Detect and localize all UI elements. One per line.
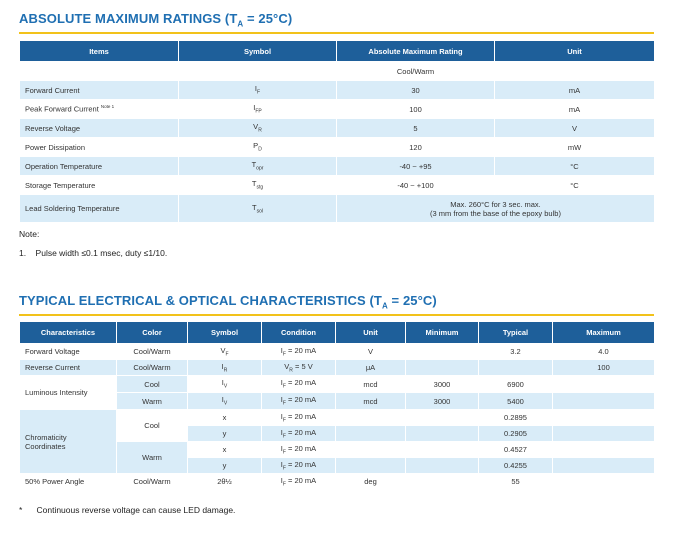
unit-cell: mW	[495, 138, 655, 157]
symbol-cell: $T_{sol}$	[179, 195, 337, 223]
color-cell: Warm	[117, 442, 188, 474]
rating-value: -40 ~ +100	[337, 176, 495, 195]
table-subheader-row	[20, 62, 655, 81]
title-underline	[19, 314, 654, 316]
symbol-cell: $I_V$	[188, 376, 262, 393]
header-symbol: Symbol	[188, 322, 262, 344]
table-row	[20, 138, 655, 157]
header-maximum: Maximum	[553, 322, 655, 344]
max-cell: 4.0	[553, 344, 655, 360]
header-rating: Absolute Maximum Rating	[337, 41, 495, 62]
symbol-cell: 2θ½	[188, 474, 262, 490]
unit-cell: V	[495, 119, 655, 138]
table-row	[20, 195, 655, 223]
condition-cell: $I_F = 20$ mA	[262, 442, 336, 458]
table-row	[20, 81, 655, 100]
unit-cell: °C	[495, 157, 655, 176]
table-row	[20, 119, 655, 138]
header-condition: Condition	[262, 322, 336, 344]
unit-cell: mA	[495, 81, 655, 100]
unit-cell: °C	[495, 176, 655, 195]
color-cell: Warm	[117, 393, 188, 410]
min-cell	[406, 360, 479, 376]
max-cell	[553, 393, 655, 410]
symbol-cell: y	[188, 426, 262, 442]
unit-cell: mA	[495, 100, 655, 119]
table-row	[20, 100, 655, 119]
rating-value: 5	[337, 119, 495, 138]
rating-value: Max. 260°C for 3 sec. max. (3 mm from the base of the epoxy bulb)	[337, 195, 655, 223]
item-label: Operation Temperature	[20, 157, 179, 176]
symbol-cell: $T_{opr}$	[179, 157, 337, 176]
note-label: Note:	[19, 229, 40, 239]
typ-cell: 55	[479, 474, 553, 490]
symbol-cell: x	[188, 442, 262, 458]
typ-cell	[479, 360, 553, 376]
condition-cell: $I_F = 20$ mA	[262, 458, 336, 474]
color-cell: Cool/Warm	[117, 474, 188, 490]
rating-value: 30	[337, 81, 495, 100]
char-label: Luminous Intensity	[20, 376, 117, 410]
table-row	[20, 360, 655, 376]
header-symbol: Symbol	[179, 41, 337, 62]
char-label: Forward Voltage	[20, 344, 117, 360]
min-cell: 3000	[406, 393, 479, 410]
typ-cell: 0.2905	[479, 426, 553, 442]
footnote: * Continuous reverse voltage can cause LED damage.	[19, 505, 236, 515]
symbol-cell: $V_R$	[179, 119, 337, 138]
typ-cell: 0.4527	[479, 442, 553, 458]
table-row	[20, 474, 655, 490]
color-cell: Cool/Warm	[117, 360, 188, 376]
min-cell: 3000	[406, 376, 479, 393]
absolute-max-ratings-title: ABSOLUTE MAXIMUM RATINGS $(T_A = 25^\circ C)$	[19, 11, 293, 29]
item-label: Reverse Voltage	[20, 119, 179, 138]
typ-cell: 0.2895	[479, 410, 553, 426]
header-unit: Unit	[336, 322, 406, 344]
note-item: 1. Pulse width ≤0.1 msec, duty ≤1/10.	[19, 248, 168, 258]
max-cell	[553, 376, 655, 393]
unit-cell: V	[336, 344, 406, 360]
condition-cell: $I_F = 20$ mA	[262, 344, 336, 360]
condition-cell: $I_F = 20$ mA	[262, 474, 336, 490]
color-cell: Cool	[117, 376, 188, 393]
typ-cell: 6900	[479, 376, 553, 393]
max-cell: 100	[553, 360, 655, 376]
min-cell	[406, 474, 479, 490]
symbol-cell: $I_V$	[188, 393, 262, 410]
symbol-cell: x	[188, 410, 262, 426]
header-characteristics: Characteristics	[20, 322, 117, 344]
item-label: Forward Current	[20, 81, 179, 100]
rating-value: -40 ~ +95	[337, 157, 495, 176]
symbol-cell: $I_F$	[179, 81, 337, 100]
symbol-cell: y	[188, 458, 262, 474]
typ-cell: 3.2	[479, 344, 553, 360]
item-label: Storage Temperature	[20, 176, 179, 195]
typ-cell: 5400	[479, 393, 553, 410]
char-label: Reverse Current	[20, 360, 117, 376]
electrical-optical-table	[19, 321, 655, 490]
symbol-cell: $I_R$	[188, 360, 262, 376]
table-row	[20, 376, 655, 393]
unit-cell: mcd	[336, 393, 406, 410]
condition-cell: $I_F = 20$ mA	[262, 410, 336, 426]
table-row	[20, 344, 655, 360]
title-underline	[19, 32, 654, 34]
min-cell	[406, 344, 479, 360]
header-typical: Typical	[479, 322, 553, 344]
symbol-cell: $P_D$	[179, 138, 337, 157]
color-cell: Cool/Warm	[117, 344, 188, 360]
char-label: Chromaticity Coordinates	[20, 410, 117, 474]
condition-cell: $I_F = 20$ mA	[262, 426, 336, 442]
char-label: 50% Power Angle	[20, 474, 117, 490]
item-label: Peak Forward Current $^{Note 1}$	[20, 100, 179, 119]
max-cell	[553, 474, 655, 490]
header-minimum: Minimum	[406, 322, 479, 344]
header-color: Color	[117, 322, 188, 344]
item-label: Power Dissipation	[20, 138, 179, 157]
condition-cell: $I_F = 20$ mA	[262, 376, 336, 393]
symbol-cell: $T_{stg}$	[179, 176, 337, 195]
typ-cell: 0.4255	[479, 458, 553, 474]
unit-cell: mcd	[336, 376, 406, 393]
table-row	[20, 410, 655, 426]
table-header-row	[20, 41, 655, 62]
header-unit: Unit	[495, 41, 655, 62]
absolute-max-ratings-table	[19, 40, 655, 223]
subheader-coolwarm: Cool/Warm	[337, 62, 495, 81]
item-label: Lead Soldering Temperature	[20, 195, 179, 223]
symbol-cell: $V_F$	[188, 344, 262, 360]
unit-cell: deg	[336, 474, 406, 490]
symbol-cell: $I_{FP}$	[179, 100, 337, 119]
table-header-row	[20, 322, 655, 344]
electrical-optical-title: TYPICAL ELECTRICAL & OPTICAL CHARACTERISTICS $(T_A = 25^\circ C)$	[19, 293, 437, 311]
unit-cell: μA	[336, 360, 406, 376]
table-row	[20, 157, 655, 176]
table-row	[20, 176, 655, 195]
condition-cell: $I_F = 20$ mA	[262, 393, 336, 410]
rating-value: 100	[337, 100, 495, 119]
rating-value: 120	[337, 138, 495, 157]
header-items: Items	[20, 41, 179, 62]
condition-cell: $V_R = 5$ V	[262, 360, 336, 376]
color-cell: Cool	[117, 410, 188, 442]
